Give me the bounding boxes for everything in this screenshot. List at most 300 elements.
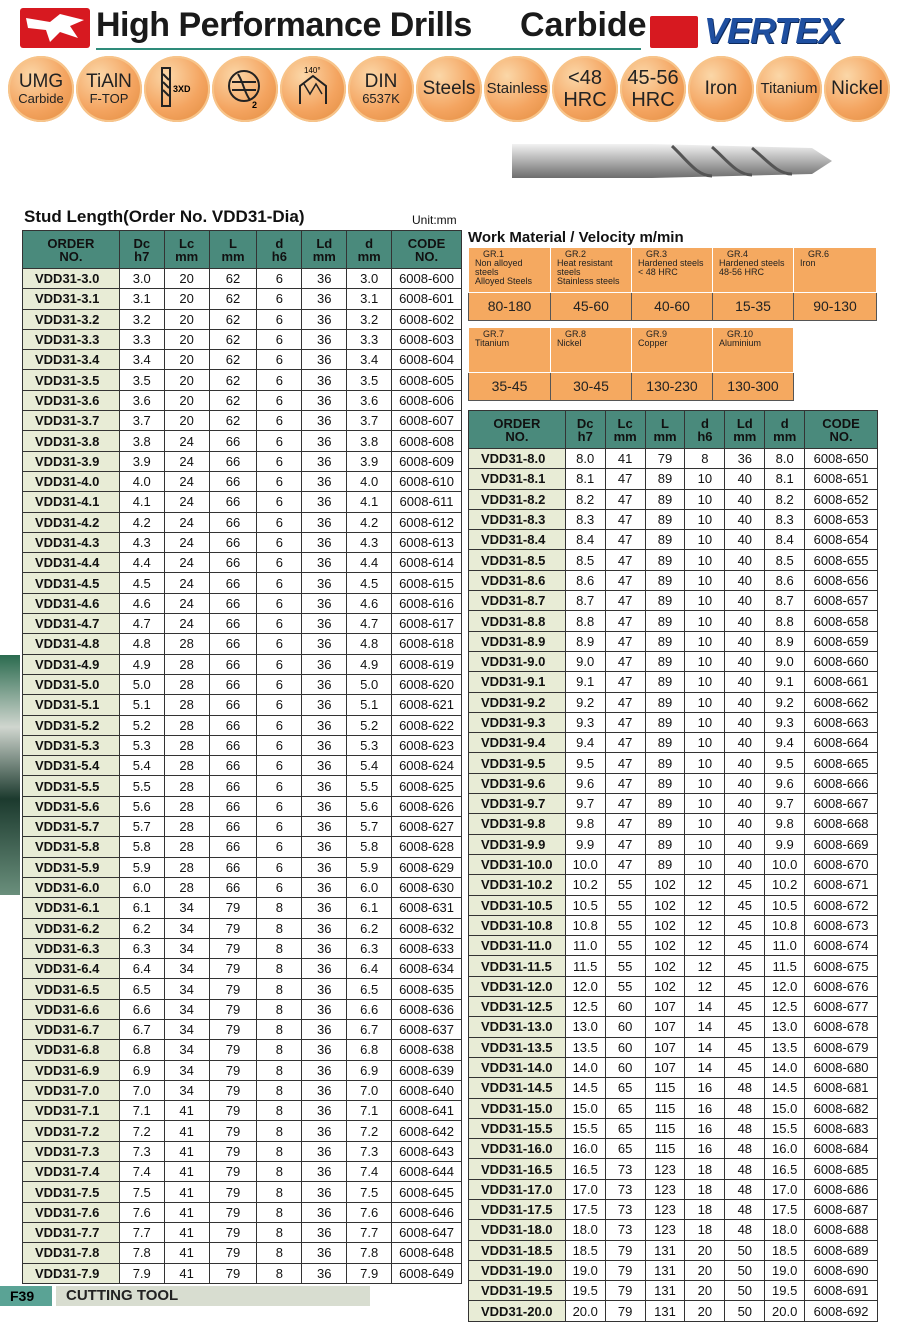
table-cell: 40 <box>725 530 765 550</box>
table-cell: 28 <box>164 674 209 694</box>
table-cell: 12 <box>685 976 725 996</box>
table-cell: 4.3 <box>347 532 392 552</box>
table-cell: 41 <box>164 1222 209 1242</box>
table-cell: 14.0 <box>565 1057 605 1077</box>
table-row <box>23 715 462 735</box>
table-cell: 3.2 <box>119 309 164 329</box>
table-cell: 8.8 <box>565 611 605 631</box>
table-cell: 10 <box>685 753 725 773</box>
order-no-cell: VDD31-4.8 <box>23 634 120 654</box>
table-cell: 36 <box>302 1080 347 1100</box>
material-description: steels <box>557 267 581 277</box>
material-group <box>632 248 713 293</box>
work-material-title: Work Material / Velocity m/min <box>468 229 684 246</box>
material-description: Hardened steels <box>719 258 785 268</box>
badge-label: Iron <box>704 78 738 99</box>
order-no-cell: VDD31-9.1 <box>469 672 566 692</box>
table-cell: 6 <box>257 593 302 613</box>
column-header-top: ORDER <box>493 415 541 431</box>
table-cell: 18 <box>685 1179 725 1199</box>
column-header-top: Ld <box>316 235 333 251</box>
table-row <box>469 936 878 956</box>
table-cell: 45 <box>725 1057 765 1077</box>
table-cell: 45 <box>725 997 765 1017</box>
table-cell: 3.6 <box>347 390 392 410</box>
table-cell: 48 <box>725 1078 765 1098</box>
table-row <box>469 794 878 814</box>
order-no-cell: VDD31-5.8 <box>23 837 120 857</box>
table-cell: 5.0 <box>347 674 392 694</box>
table-row <box>23 370 462 390</box>
column-header-top: Ld <box>736 415 753 431</box>
table-cell: 19.0 <box>565 1260 605 1280</box>
table-row <box>23 390 462 410</box>
table-cell: 34 <box>164 898 209 918</box>
table-cell: 9.9 <box>765 834 805 854</box>
order-no-cell: VDD31-8.7 <box>469 591 566 611</box>
table-row <box>23 553 462 573</box>
table-cell: 6008-600 <box>392 269 462 289</box>
table-cell: 62 <box>209 350 257 370</box>
table-cell: 9.8 <box>765 814 805 834</box>
order-no-cell: VDD31-8.0 <box>469 449 566 469</box>
table-cell: 62 <box>209 309 257 329</box>
table-cell: 89 <box>645 834 685 854</box>
table-cell: 40 <box>725 570 765 590</box>
table-cell: 6008-690 <box>805 1260 878 1280</box>
table-cell: 36 <box>302 918 347 938</box>
column-header-top: L <box>661 415 669 431</box>
table-cell: 3.0 <box>347 269 392 289</box>
table-cell: 9.8 <box>565 814 605 834</box>
table-cell: 89 <box>645 733 685 753</box>
table-cell: 4.7 <box>119 614 164 634</box>
table-cell: 6 <box>257 877 302 897</box>
table-cell: 89 <box>645 651 685 671</box>
table-row <box>23 674 462 694</box>
table-cell: 47 <box>605 570 645 590</box>
table-cell: 8 <box>257 1040 302 1060</box>
table-cell: 41 <box>164 1141 209 1161</box>
table-cell: 47 <box>605 834 645 854</box>
order-no-cell: VDD31-9.9 <box>469 834 566 854</box>
column-header-bottom: h7 <box>134 248 150 264</box>
table-cell: 89 <box>645 509 685 529</box>
table-cell: 24 <box>164 471 209 491</box>
order-no-cell: VDD31-12.5 <box>469 997 566 1017</box>
table-cell: 4.2 <box>347 512 392 532</box>
table-cell: 41 <box>164 1263 209 1283</box>
order-no-cell: VDD31-7.4 <box>23 1162 120 1182</box>
table-row <box>469 875 878 895</box>
table-cell: 89 <box>645 591 685 611</box>
table-row <box>469 814 878 834</box>
order-no-cell: VDD31-6.5 <box>23 979 120 999</box>
table-cell: 36 <box>302 431 347 451</box>
table-row <box>469 733 878 753</box>
badge-sublabel: F-TOP <box>89 91 129 106</box>
table-cell: 6008-610 <box>392 471 462 491</box>
column-header-bottom: mm <box>221 248 245 264</box>
table-cell: 7.2 <box>347 1121 392 1141</box>
table-cell: 6 <box>257 411 302 431</box>
table-cell: 102 <box>645 976 685 996</box>
table-cell: 6 <box>257 329 302 349</box>
table-cell: 40 <box>725 794 765 814</box>
table-cell: 14 <box>685 1017 725 1037</box>
table-cell: 8.7 <box>765 591 805 611</box>
table-row <box>469 489 878 509</box>
table-row <box>469 1220 878 1240</box>
table-cell: 6008-605 <box>392 370 462 390</box>
table-row <box>23 350 462 370</box>
material-description: Iron <box>800 258 816 268</box>
order-no-cell: VDD31-9.7 <box>469 794 566 814</box>
table-cell: 28 <box>164 756 209 776</box>
table-cell: 6 <box>257 654 302 674</box>
table-row <box>469 570 878 590</box>
table-row <box>23 1202 462 1222</box>
table-cell: 36 <box>302 269 347 289</box>
order-no-cell: VDD31-8.6 <box>469 570 566 590</box>
table-cell: 47 <box>605 753 645 773</box>
table-cell: 7.6 <box>119 1202 164 1222</box>
table-row <box>23 431 462 451</box>
order-no-cell: VDD31-3.0 <box>23 269 120 289</box>
table-cell: 14.5 <box>765 1078 805 1098</box>
column-header-top: Lc <box>617 415 633 431</box>
column-header <box>392 231 462 269</box>
table-cell: 6008-636 <box>392 999 462 1019</box>
column-header-top: CODE <box>407 235 446 251</box>
table-cell: 6008-618 <box>392 634 462 654</box>
order-no-cell: VDD31-8.2 <box>469 489 566 509</box>
table-cell: 55 <box>605 956 645 976</box>
table-cell: 50 <box>725 1260 765 1280</box>
table-cell: 8 <box>257 1263 302 1283</box>
table-cell: 16 <box>685 1078 725 1098</box>
table-cell: 6 <box>257 350 302 370</box>
badge-2 <box>144 56 210 122</box>
order-no-cell: VDD31-16.0 <box>469 1139 566 1159</box>
table-cell: 41 <box>164 1202 209 1222</box>
table-cell: 65 <box>605 1118 645 1138</box>
table-cell: 6.0 <box>347 877 392 897</box>
order-no-cell: VDD31-5.9 <box>23 857 120 877</box>
table-row <box>469 773 878 793</box>
drill-length-icon <box>154 64 200 115</box>
table-cell: 115 <box>645 1118 685 1138</box>
table-cell: 5.6 <box>119 796 164 816</box>
table-cell: 40 <box>725 834 765 854</box>
table-cell: 41 <box>164 1101 209 1121</box>
table-cell: 79 <box>209 979 257 999</box>
table-cell: 48 <box>725 1118 765 1138</box>
table-cell: 10 <box>685 651 725 671</box>
table-cell: 73 <box>605 1220 645 1240</box>
table-cell: 40 <box>725 672 765 692</box>
table-cell: 6008-652 <box>805 489 878 509</box>
order-no-cell: VDD31-6.8 <box>23 1040 120 1060</box>
badge-label: UMG <box>18 71 64 92</box>
badge-sublabel: 6537K <box>362 91 400 106</box>
table-cell: 13.5 <box>765 1037 805 1057</box>
table-cell: 131 <box>645 1260 685 1280</box>
table-cell: 41 <box>605 449 645 469</box>
table-cell: 40 <box>725 733 765 753</box>
drill-image <box>512 138 834 184</box>
table-cell: 102 <box>645 915 685 935</box>
order-no-cell: VDD31-3.1 <box>23 289 120 309</box>
table-cell: 62 <box>209 269 257 289</box>
table-cell: 4.4 <box>119 553 164 573</box>
table-cell: 6008-625 <box>392 776 462 796</box>
table-cell: 10.8 <box>565 915 605 935</box>
table-row <box>23 999 462 1019</box>
table-cell: 4.1 <box>119 492 164 512</box>
table-cell: 6008-672 <box>805 895 878 915</box>
table-cell: 20.0 <box>765 1301 805 1321</box>
column-header <box>469 411 566 449</box>
table-row <box>23 1019 462 1039</box>
table-cell: 16.5 <box>565 1159 605 1179</box>
table-cell: 79 <box>209 1121 257 1141</box>
table-row <box>469 712 878 732</box>
table-cell: 11.0 <box>565 936 605 956</box>
table-cell: 10 <box>685 631 725 651</box>
order-no-cell: VDD31-5.4 <box>23 756 120 776</box>
table-cell: 36 <box>302 289 347 309</box>
table-cell: 10.2 <box>765 875 805 895</box>
table-cell: 6008-661 <box>805 672 878 692</box>
column-header-bottom: mm <box>613 428 637 444</box>
order-no-cell: VDD31-8.1 <box>469 469 566 489</box>
table-cell: 10.0 <box>565 854 605 874</box>
order-no-cell: VDD31-9.6 <box>469 773 566 793</box>
table-cell: 24 <box>164 431 209 451</box>
table-row <box>23 1060 462 1080</box>
table-cell: 10 <box>685 489 725 509</box>
table-cell: 34 <box>164 1019 209 1039</box>
table-cell: 50 <box>725 1301 765 1321</box>
table-cell: 6008-666 <box>805 773 878 793</box>
table-row <box>23 1080 462 1100</box>
column-header-bottom: NO. <box>414 248 439 264</box>
table-cell: 8.8 <box>765 611 805 631</box>
table-cell: 8.6 <box>765 570 805 590</box>
table-cell: 8 <box>257 979 302 999</box>
right-spec-table <box>468 410 878 1322</box>
table-cell: 47 <box>605 733 645 753</box>
table-cell: 28 <box>164 796 209 816</box>
table-cell: 36 <box>302 1243 347 1263</box>
order-no-cell: VDD31-4.3 <box>23 532 120 552</box>
table-cell: 48 <box>725 1159 765 1179</box>
table-cell: 15.5 <box>565 1118 605 1138</box>
table-cell: 5.8 <box>347 837 392 857</box>
table-cell: 8 <box>257 938 302 958</box>
order-no-cell: VDD31-6.2 <box>23 918 120 938</box>
table-cell: 6 <box>257 289 302 309</box>
table-cell: 8.1 <box>565 469 605 489</box>
table-cell: 20 <box>164 350 209 370</box>
table-cell: 6008-609 <box>392 451 462 471</box>
table-cell: 18.0 <box>565 1220 605 1240</box>
table-cell: 24 <box>164 573 209 593</box>
table-cell: 79 <box>209 1182 257 1202</box>
table-cell: 8 <box>257 1019 302 1039</box>
table-cell: 10.5 <box>565 895 605 915</box>
order-no-cell: VDD31-10.2 <box>469 875 566 895</box>
work-material-grid-1 <box>468 247 877 321</box>
table-cell: 6 <box>257 532 302 552</box>
table-row <box>23 654 462 674</box>
table-cell: 20 <box>164 289 209 309</box>
table-cell: 36 <box>302 959 347 979</box>
badge-label: Steels <box>422 78 476 99</box>
table-cell: 7.2 <box>119 1121 164 1141</box>
table-cell: 40 <box>725 469 765 489</box>
table-cell: 5.2 <box>119 715 164 735</box>
table-cell: 20 <box>164 309 209 329</box>
unit-label: Unit:mm <box>412 213 457 227</box>
table-cell: 102 <box>645 875 685 895</box>
table-cell: 36 <box>302 370 347 390</box>
svg-text:2: 2 <box>252 99 258 110</box>
material-description: Hardened steels <box>638 258 704 268</box>
table-cell: 6.2 <box>347 918 392 938</box>
table-row <box>23 1263 462 1283</box>
badge-sublabel: HRC <box>631 89 675 111</box>
table-cell: 45 <box>725 976 765 996</box>
table-cell: 8.4 <box>565 530 605 550</box>
table-cell: 48 <box>725 1139 765 1159</box>
table-cell: 36 <box>302 1182 347 1202</box>
table-cell: 6 <box>257 431 302 451</box>
table-cell: 6008-631 <box>392 898 462 918</box>
table-cell: 36 <box>302 634 347 654</box>
table-cell: 6 <box>257 471 302 491</box>
table-cell: 3.1 <box>347 289 392 309</box>
table-cell: 45 <box>725 875 765 895</box>
table-cell: 5.4 <box>119 756 164 776</box>
material-group <box>632 328 713 373</box>
table-cell: 13.5 <box>565 1037 605 1057</box>
table-cell: 66 <box>209 756 257 776</box>
table-cell: 6008-644 <box>392 1162 462 1182</box>
table-cell: 8.3 <box>765 509 805 529</box>
table-cell: 36 <box>302 411 347 431</box>
material-description: 48-56 HRC <box>719 267 765 277</box>
table-cell: 6.4 <box>347 959 392 979</box>
table-cell: 89 <box>645 773 685 793</box>
table-cell: 6008-615 <box>392 573 462 593</box>
table-cell: 6008-664 <box>805 733 878 753</box>
table-cell: 107 <box>645 1017 685 1037</box>
table-cell: 4.1 <box>347 492 392 512</box>
table-cell: 6 <box>257 837 302 857</box>
material-group-code: GR.1 <box>483 249 505 259</box>
column-header <box>565 411 605 449</box>
table-cell: 60 <box>605 1017 645 1037</box>
table-cell: 34 <box>164 918 209 938</box>
table-cell: 79 <box>209 1202 257 1222</box>
table-cell: 24 <box>164 532 209 552</box>
table-cell: 66 <box>209 837 257 857</box>
table-cell: 6008-681 <box>805 1078 878 1098</box>
table-cell: 89 <box>645 530 685 550</box>
order-no-cell: VDD31-9.3 <box>469 712 566 732</box>
table-row <box>23 593 462 613</box>
table-cell: 36 <box>302 796 347 816</box>
table-cell: 7.9 <box>119 1263 164 1283</box>
table-cell: 16.5 <box>765 1159 805 1179</box>
table-cell: 10 <box>685 773 725 793</box>
order-no-cell: VDD31-18.0 <box>469 1220 566 1240</box>
column-header-top: d <box>275 235 284 251</box>
table-cell: 6008-679 <box>805 1037 878 1057</box>
order-no-cell: VDD31-5.3 <box>23 735 120 755</box>
table-cell: 7.7 <box>347 1222 392 1242</box>
order-no-cell: VDD31-7.6 <box>23 1202 120 1222</box>
table-cell: 8 <box>257 1202 302 1222</box>
table-cell: 17.0 <box>565 1179 605 1199</box>
table-cell: 8 <box>257 959 302 979</box>
table-cell: 6008-654 <box>805 530 878 550</box>
table-cell: 24 <box>164 553 209 573</box>
table-cell: 6008-673 <box>805 915 878 935</box>
table-row <box>23 269 462 289</box>
table-cell: 7.5 <box>347 1182 392 1202</box>
table-cell: 24 <box>164 492 209 512</box>
table-row <box>23 471 462 491</box>
table-cell: 5.5 <box>347 776 392 796</box>
table-row <box>469 1017 878 1037</box>
table-cell: 10.5 <box>765 895 805 915</box>
material-group-code: GR.8 <box>565 329 587 339</box>
badge-label: Nickel <box>831 78 883 99</box>
table-cell: 6008-655 <box>805 550 878 570</box>
table-cell: 62 <box>209 390 257 410</box>
table-cell: 9.2 <box>765 692 805 712</box>
order-no-cell: VDD31-9.4 <box>469 733 566 753</box>
order-no-cell: VDD31-13.5 <box>469 1037 566 1057</box>
table-cell: 17.0 <box>765 1179 805 1199</box>
table-row <box>469 1098 878 1118</box>
table-cell: 4.9 <box>347 654 392 674</box>
table-cell: 8 <box>257 1182 302 1202</box>
column-header-bottom: NO. <box>505 428 529 444</box>
table-cell: 6008-658 <box>805 611 878 631</box>
order-no-cell: VDD31-19.5 <box>469 1281 566 1301</box>
material-description: < 48 HRC <box>638 267 678 277</box>
svg-text:3XD: 3XD <box>173 83 191 94</box>
badge-9 <box>620 56 686 122</box>
table-cell: 6008-651 <box>805 469 878 489</box>
table-cell: 11.5 <box>765 956 805 976</box>
table-cell: 6008-637 <box>392 1019 462 1039</box>
order-no-cell: VDD31-20.0 <box>469 1301 566 1321</box>
table-cell: 131 <box>645 1301 685 1321</box>
table-cell: 5.3 <box>347 735 392 755</box>
order-no-cell: VDD31-10.0 <box>469 854 566 874</box>
material-description: Aluminium <box>719 338 762 348</box>
order-no-cell: VDD31-16.5 <box>469 1159 566 1179</box>
table-cell: 4.0 <box>119 471 164 491</box>
table-cell: 6.9 <box>347 1060 392 1080</box>
table-cell: 6008-635 <box>392 979 462 999</box>
table-cell: 34 <box>164 979 209 999</box>
